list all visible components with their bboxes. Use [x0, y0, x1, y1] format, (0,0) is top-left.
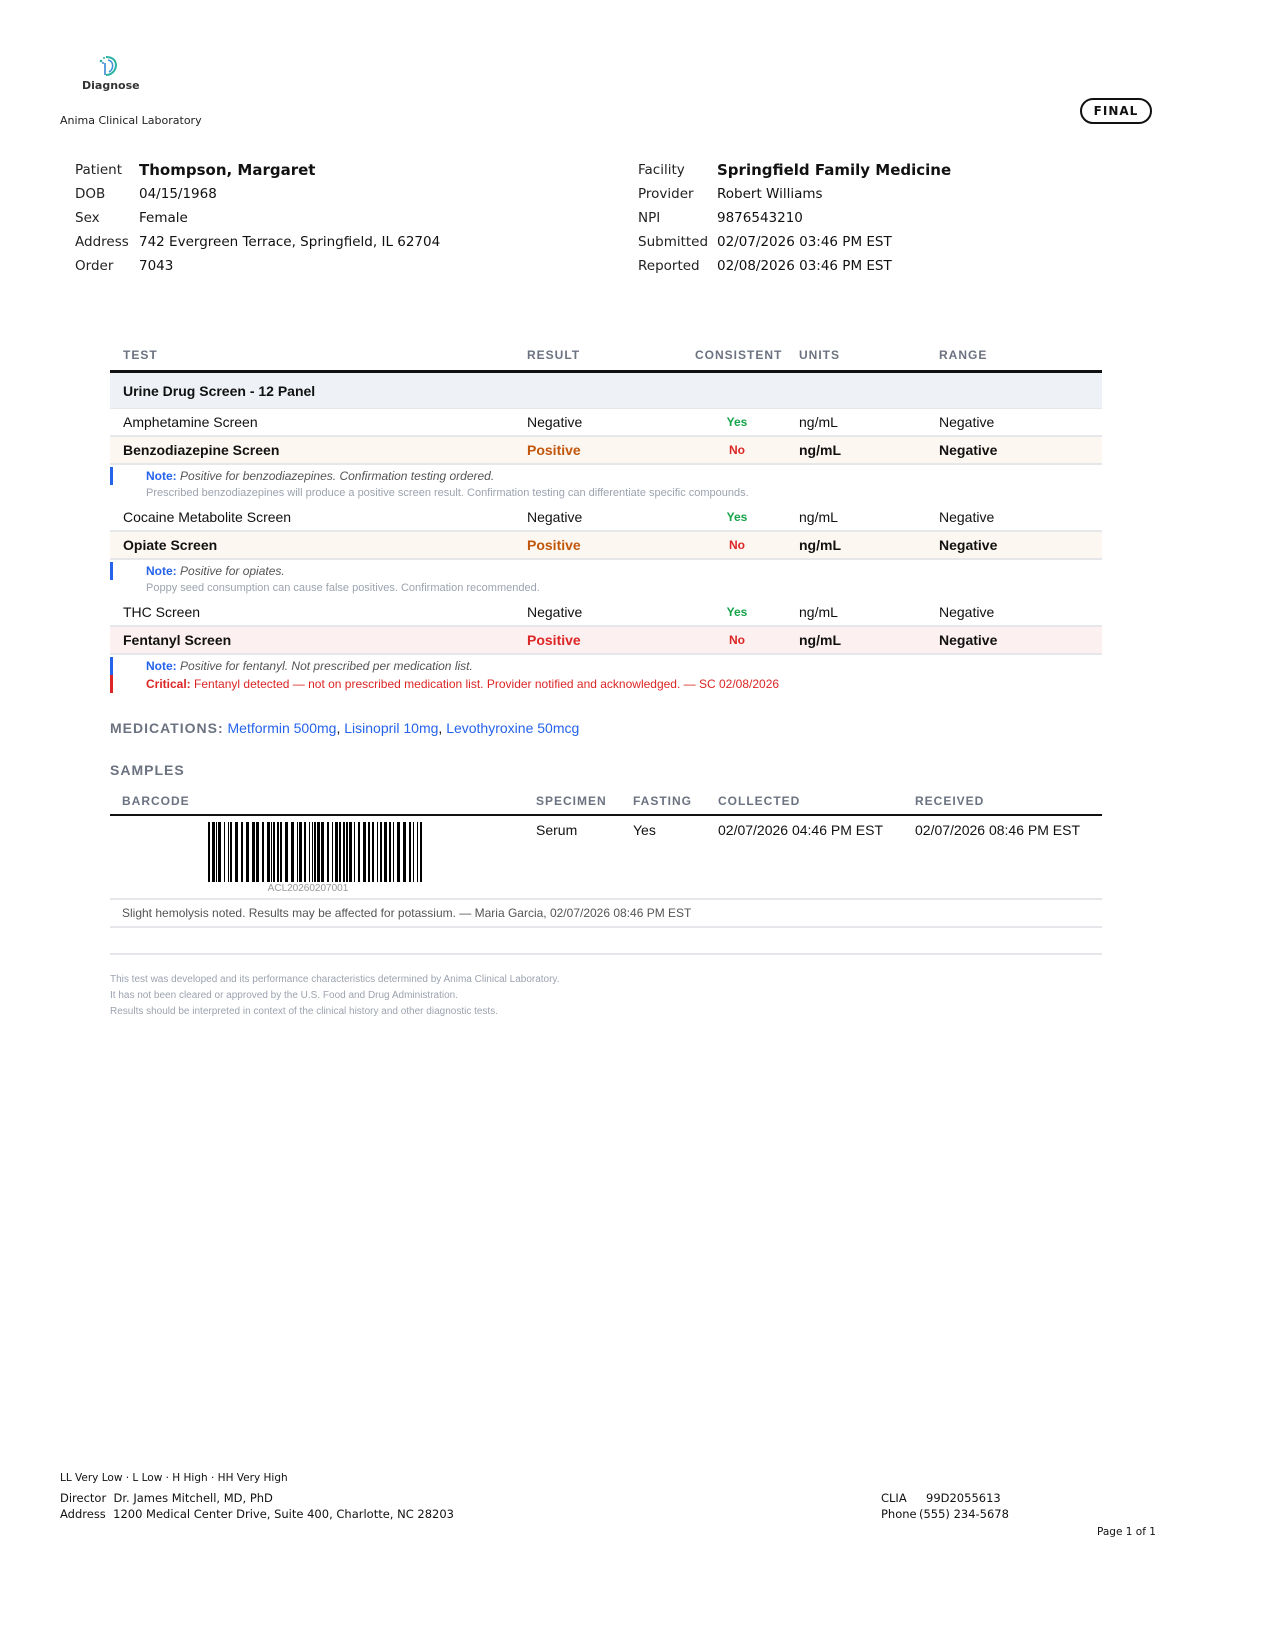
col-fasting: FASTING [633, 794, 693, 808]
critical-marker [110, 675, 113, 693]
logo-text: Diagnose [82, 79, 140, 92]
npi-value: 9876543210 [717, 210, 803, 226]
consistent-value: Yes [726, 415, 748, 429]
barcode-bar [409, 822, 411, 882]
result-value: Positive [527, 632, 581, 648]
test-name: Opiate Screen [123, 537, 218, 553]
barcode-bar [314, 822, 316, 882]
barcode-bar [389, 822, 391, 882]
note-text: Positive for fentanyl. Not prescribed per medication list. [180, 659, 473, 673]
address-value: 1200 Medical Center Drive, Suite 400, Charlotte, NC 28203 [113, 1507, 454, 1521]
consistent-value: No [729, 443, 745, 457]
col-units: UNITS [799, 348, 840, 362]
barcode-bar [230, 822, 232, 882]
col-barcode: BARCODE [122, 794, 190, 808]
logo [82, 55, 138, 92]
note-subtext: Prescribed benzodiazepines will produce a positive screen result. Confirmation testing can differentiate specific compounds. [146, 487, 749, 499]
facility-label: Facility [638, 162, 685, 178]
dob-value: 04/15/1968 [139, 186, 217, 202]
barcode-bar [280, 822, 282, 882]
consistent-value: No [729, 633, 745, 647]
reported-label: Reported [638, 258, 700, 274]
disclaimer-line: This test was developed and its performance characteristics determined by Anima Clinical Laboratory. [110, 974, 560, 985]
order-label: Order [75, 258, 114, 274]
barcode-bar [309, 822, 310, 882]
barcode-bar [377, 822, 378, 882]
test-name: THC Screen [123, 604, 201, 620]
submitted-label: Submitted [638, 234, 709, 250]
barcode-bar [363, 822, 366, 882]
director-info [60, 1490, 454, 1522]
barcode-bar [358, 822, 360, 882]
table-row [110, 504, 1102, 532]
page-number: Page 1 of 1 [1097, 1526, 1156, 1538]
barcode-bar [393, 822, 394, 882]
barcode-bar [218, 822, 221, 882]
fasting: Yes [633, 822, 656, 838]
barcode-bar [271, 822, 272, 882]
barcode-bar [277, 822, 279, 882]
note-marker [110, 657, 113, 675]
results-table [110, 340, 1102, 696]
units-value: ng/mL [799, 604, 838, 620]
barcode-bar [372, 822, 374, 882]
barcode-bar [321, 822, 324, 882]
barcode-bar [397, 822, 400, 882]
barcode-image [208, 822, 426, 882]
patient-label: Patient [75, 162, 123, 178]
barcode-bar [246, 822, 249, 882]
barcode-text: ACL20260207001 [267, 883, 349, 894]
table-row [110, 532, 1102, 560]
result-value: Negative [527, 509, 583, 525]
barcode-bar [380, 822, 382, 882]
note-subtext: Poppy seed consumption can cause false positives. Confirmation recommended. [146, 582, 540, 594]
units-value: ng/mL [799, 537, 841, 553]
sample-row [110, 816, 1102, 900]
barcode-bar [346, 822, 348, 882]
flag-legend: LL Very Low · L Low · H High · HH Very High [60, 1472, 288, 1484]
medication-link[interactable]: Levothyroxine 50mcg [446, 720, 580, 736]
table-row [110, 409, 1102, 437]
critical-note [146, 677, 1102, 691]
col-received: RECEIVED [915, 794, 985, 808]
critical-label: Critical: [146, 677, 191, 691]
test-name: Fentanyl Screen [123, 632, 232, 648]
disclaimer-line: Results should be interpreted in context of the clinical history and other diagnostic tests. [110, 1006, 498, 1017]
barcode-bar [368, 822, 370, 882]
separator: , [336, 720, 345, 736]
medication-link[interactable]: Metformin 500mg [227, 720, 337, 736]
samples-table [110, 788, 1102, 928]
barcode-bar [384, 822, 387, 882]
table-row [110, 627, 1102, 655]
note-marker [110, 467, 113, 485]
order-value: 7043 [139, 258, 174, 274]
barcode-bar [335, 822, 338, 882]
result-note [110, 560, 1102, 599]
phone-value: (555) 234-5678 [919, 1507, 1009, 1521]
result-value: Negative [527, 414, 583, 430]
barcode-bar [216, 822, 217, 882]
barcode-bar [256, 822, 259, 882]
result-value: Negative [527, 604, 583, 620]
note-label: Note: [146, 564, 177, 578]
range-value: Negative [939, 442, 998, 458]
barcode-bar [317, 822, 320, 882]
barcode-bar [224, 822, 225, 882]
barcode-bar [212, 822, 215, 882]
col-consistent: CONSISTENT [695, 348, 783, 362]
result-note [110, 655, 1102, 696]
separator: , [438, 720, 447, 736]
provider-value: Robert Williams [717, 186, 823, 202]
panel-group: Urine Drug Screen - 12 Panel [110, 373, 1102, 409]
patient-name: Thompson, Margaret [139, 161, 316, 179]
barcode-bar [267, 822, 270, 882]
barcode-bar [332, 822, 333, 882]
address-value: 742 Evergreen Terrace, Springfield, IL 62704 [139, 234, 441, 250]
barcode-bar [241, 822, 243, 882]
table-row [110, 437, 1102, 465]
barcode-bar [417, 822, 418, 882]
test-name: Cocaine Metabolite Screen [123, 509, 292, 525]
submitted-value: 02/07/2026 03:46 PM EST [717, 234, 892, 250]
specimen: Serum [536, 822, 578, 838]
barcode-bar [413, 822, 414, 882]
consistent-value: No [729, 538, 745, 552]
barcode-bar [291, 822, 294, 882]
lab-contact [881, 1490, 1009, 1522]
test-name: Amphetamine Screen [123, 414, 258, 430]
received: 02/07/2026 08:46 PM EST [915, 822, 1080, 838]
provider-label: Provider [638, 186, 694, 202]
result-note [110, 465, 1102, 504]
range-value: Negative [939, 509, 995, 525]
barcode [110, 822, 536, 898]
barcode-bar [304, 822, 306, 882]
barcode-bar [339, 822, 341, 882]
col-result: RESULT [527, 348, 581, 362]
collected: 02/07/2026 04:46 PM EST [718, 822, 883, 838]
barcode-bar [299, 822, 302, 882]
test-name: Benzodiazepine Screen [123, 442, 280, 458]
barcode-bar [228, 822, 229, 882]
barcode-bar [208, 822, 210, 882]
sex-label: Sex [75, 210, 100, 226]
reported-value: 02/08/2026 03:46 PM EST [717, 258, 892, 274]
medications-label: MEDICATIONS: [110, 720, 224, 736]
director-value: Dr. James Mitchell, MD, PhD [113, 1491, 273, 1505]
col-specimen: SPECIMEN [536, 794, 607, 808]
barcode-bar [273, 822, 275, 882]
consistent-value: Yes [726, 605, 748, 619]
patient-info [75, 158, 440, 278]
barcode-bar [252, 822, 255, 882]
col-test: TEST [123, 348, 158, 362]
barcode-bar [262, 822, 264, 882]
range-value: Negative [939, 604, 995, 620]
units-value: ng/mL [799, 414, 838, 430]
barcode-bar [297, 822, 298, 882]
barcode-bar [235, 822, 238, 882]
sex-value: Female [139, 210, 188, 226]
units-value: ng/mL [799, 442, 841, 458]
critical-text: Fentanyl detected — not on prescribed medication list. Provider notified and acknowledged. — SC 02/08/2026 [194, 677, 780, 691]
barcode-bar [312, 822, 313, 882]
medication-link[interactable]: Lisinopril 10mg [344, 720, 439, 736]
result-value: Positive [527, 537, 581, 553]
sample-note: Slight hemolysis noted. Results may be affected for potassium. — Maria Garcia, 02/07/2026 08:46 PM EST [110, 900, 1102, 928]
facility-name: Springfield Family Medicine [717, 161, 952, 179]
divider [110, 953, 1102, 955]
phone-label: Phone [881, 1507, 917, 1521]
table-row [110, 599, 1102, 627]
range-value: Negative [939, 632, 998, 648]
barcode-bar [327, 822, 329, 882]
note-label: Note: [146, 659, 177, 673]
note-label: Note: [146, 469, 177, 483]
status-badge: FINAL [1080, 98, 1152, 124]
clia-value: 99D2055613 [926, 1491, 1001, 1505]
dob-label: DOB [75, 186, 106, 202]
range-value: Negative [939, 414, 995, 430]
note-text: Positive for benzodiazepines. Confirmation testing ordered. [180, 469, 495, 483]
col-range: RANGE [939, 348, 988, 362]
facility-info [638, 158, 951, 278]
disclaimer [110, 972, 559, 1020]
col-collected: COLLECTED [718, 794, 801, 808]
barcode-bar [285, 822, 288, 882]
clia-label: CLIA [881, 1491, 907, 1505]
range-value: Negative [939, 537, 998, 553]
npi-label: NPI [638, 210, 661, 226]
results-header [110, 340, 1102, 373]
disclaimer-line: It has not been cleared or approved by the U.S. Food and Drug Administration. [110, 990, 458, 1001]
address-label: Address [60, 1507, 106, 1521]
barcode-bar [349, 822, 352, 882]
logo-icon [98, 55, 122, 77]
barcode-bar [403, 822, 406, 882]
address-label: Address [75, 234, 129, 250]
director-label: Director [60, 1491, 107, 1505]
units-value: ng/mL [799, 632, 841, 648]
result-value: Positive [527, 442, 581, 458]
barcode-bar [354, 822, 355, 882]
consistent-value: Yes [726, 510, 748, 524]
samples-title: SAMPLES [110, 762, 185, 778]
units-value: ng/mL [799, 509, 838, 525]
barcode-bar [343, 822, 345, 882]
medications [110, 720, 579, 736]
barcode-bar [420, 822, 422, 882]
lab-name: Anima Clinical Laboratory [60, 114, 202, 127]
note-text: Positive for opiates. [180, 564, 285, 578]
note-marker [110, 562, 113, 580]
